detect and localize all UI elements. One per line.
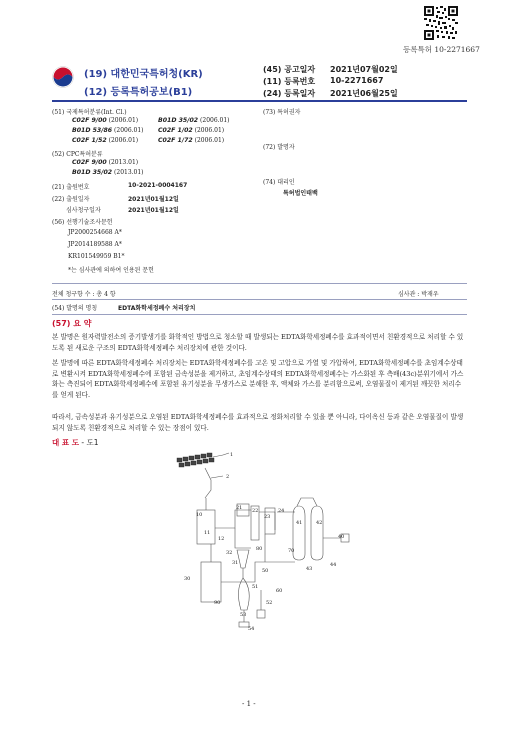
abstract-paragraph: 본 발명에 따른 EDTA화학세정폐수 처리장치는 EDTA화학세정폐수를 고온 및 고압으로 가열 및 가압하여, EDTA화학세정폐수를 초임계수상태로 변환시켜 EDTA화학세정폐수에 포함된 금속성분을 제거하고, 초임계수상태의 EDTA화학세정폐수는 가스화된 후 측배(43c)분위기에서 가스화는 측진되어 EDTA화학세정폐수에 포함된 유기성분을 무생가스로 분해한 후, 액체와 가스를 분리함으로써, 오염물질이 제거된 깨끗한 처리수를 얻게 된다. bbox=[52, 359, 464, 399]
figure-label: 12 bbox=[218, 536, 225, 542]
ipc-entry: C02F 1/02 (2006.01) bbox=[158, 127, 225, 134]
app-no: 10-2021-0004167 bbox=[128, 182, 188, 189]
figure-label: 24 bbox=[278, 508, 285, 514]
cpc-entry: C02F 9/00 (2013.01) bbox=[72, 159, 139, 166]
reg-no-label: (11) 등록번호 bbox=[263, 77, 316, 86]
rep-fig-label: 대 표 도 bbox=[52, 438, 79, 447]
abstract-paragraph: 본 발명은 원자력발전소의 증기발생기를 화학적인 방법으로 청소할 때 발생되는 EDTA화학세정폐수를 효과적이면서 친환경적으로 처리할 수 있도록 된 새로운 구조의 EDTA화학세정폐수 처리장치에 관한 것이다. bbox=[52, 333, 464, 352]
publication-type: (12) 등록특허공보(B1) bbox=[84, 87, 193, 98]
prior-art-note: *는 심사관에 의하여 인용된 문헌 bbox=[68, 267, 154, 274]
representative-figure-caption bbox=[52, 437, 98, 448]
prior-art-item: JP2014189588 A* bbox=[68, 241, 122, 248]
figure-label: 44 bbox=[330, 562, 337, 568]
app-date: 2021년01월12일 bbox=[128, 196, 179, 203]
reg-date: 2021년06월25일 bbox=[330, 89, 398, 98]
cpc-entry: B01D 35/02 (2013.01) bbox=[72, 169, 144, 176]
figure-label: 10 bbox=[196, 512, 203, 518]
invention-title: EDTA화학세정폐수 처리장치 bbox=[118, 305, 196, 312]
figure-label: 90 bbox=[214, 600, 221, 606]
app-date-label: (22) 출원일자 bbox=[52, 196, 90, 203]
exam-date: 2021년01월12일 bbox=[128, 207, 179, 214]
agent-name: 특허법인태백 bbox=[283, 190, 318, 197]
figure-label: 70 bbox=[288, 548, 295, 554]
doc-number: 등록특허 10-2271667 bbox=[403, 45, 480, 54]
representative-figure bbox=[165, 450, 365, 630]
title-label: (54) 발명의 명칭 bbox=[52, 305, 98, 312]
prior-art-item: KR101549959 B1* bbox=[68, 253, 125, 260]
header-divider bbox=[52, 100, 467, 102]
ipc-entry: C02F 9/00 (2006.01) bbox=[72, 117, 139, 124]
owner-label: (73) 특허권자 bbox=[263, 109, 301, 116]
figure-label: 42 bbox=[316, 520, 323, 526]
claims-divider bbox=[52, 283, 467, 284]
reg-date-label: (24) 등록일자 bbox=[263, 89, 316, 98]
prior-art-item: JP2000254668 A* bbox=[68, 229, 122, 236]
exam-date-label: 심사청구일자 bbox=[66, 207, 101, 214]
prior-art-label: (56) 선행기술조사문헌 bbox=[52, 219, 113, 226]
figure-label: 31 bbox=[232, 560, 239, 566]
cpc-label: (52) CPC특허분류 bbox=[52, 151, 103, 158]
figure-label: 41 bbox=[296, 520, 303, 526]
pub-date-label: (45) 공고일자 bbox=[263, 65, 316, 74]
figure-label: 51 bbox=[252, 584, 259, 590]
inventor-label: (72) 발명자 bbox=[263, 144, 295, 151]
app-no-label: (21) 출원번호 bbox=[52, 184, 90, 191]
figure-label: 30 bbox=[184, 576, 191, 582]
figure-label: 1 bbox=[230, 452, 234, 458]
reg-no: 10-2271667 bbox=[330, 76, 384, 85]
abstract-divider bbox=[52, 314, 467, 315]
office-name: (19) 대한민국특허청(KR) bbox=[84, 69, 203, 80]
rep-fig-text: - 도1 bbox=[78, 438, 99, 447]
title-divider bbox=[52, 299, 467, 300]
pub-date: 2021년07월02일 bbox=[330, 65, 398, 74]
figure-label: 52 bbox=[266, 600, 273, 606]
figure-label: 32 bbox=[226, 550, 233, 556]
figure-label: 80 bbox=[256, 546, 263, 552]
figure-label: 23 bbox=[264, 514, 271, 520]
ipc-entry: B01D 53/86 (2006.01) bbox=[72, 127, 144, 134]
claims-count: 전체 청구항 수 : 총 4 항 bbox=[52, 291, 116, 298]
abstract-paragraph: 따라서, 금속성분과 유기성분으로 오염된 EDTA화학세정폐수를 효과적으로 정화처리할 수 있을 뿐 아니라, 다이옥신 등과 같은 오염물질이 발생되지 않도록 친환경적으로 처리할 수 있는 장점이 있다. bbox=[52, 413, 464, 432]
ipc-label: (51) 국제특허분류(Int. Cl.) bbox=[52, 109, 127, 116]
abstract-heading: (57) 요 약 bbox=[52, 319, 92, 328]
figure-label: 50 bbox=[262, 568, 269, 574]
page-number: - 1 - bbox=[242, 700, 256, 708]
module-row bbox=[177, 453, 214, 467]
figure-label: 21 bbox=[236, 505, 243, 511]
figure-label: 11 bbox=[204, 530, 211, 536]
qr-code bbox=[424, 6, 458, 40]
agent-label: (74) 대리인 bbox=[263, 179, 295, 186]
figure-label: 60 bbox=[276, 588, 283, 594]
figure-label: 43 bbox=[306, 566, 313, 572]
kipo-emblem-icon bbox=[52, 66, 74, 88]
ipc-entry: B01D 35/02 (2006.01) bbox=[158, 117, 230, 124]
figure-label: 2 bbox=[226, 474, 230, 480]
examiner: 심사관 : 박재우 bbox=[398, 291, 439, 298]
figure-label: 22 bbox=[252, 508, 259, 514]
figure-label: 53 bbox=[240, 612, 247, 618]
ipc-entry: C02F 1/72 (2006.01) bbox=[158, 137, 225, 144]
ipc-entry: C02F 1/52 (2006.01) bbox=[72, 137, 139, 144]
figure-label: 54 bbox=[248, 626, 255, 632]
figure-label: 40 bbox=[338, 534, 345, 540]
